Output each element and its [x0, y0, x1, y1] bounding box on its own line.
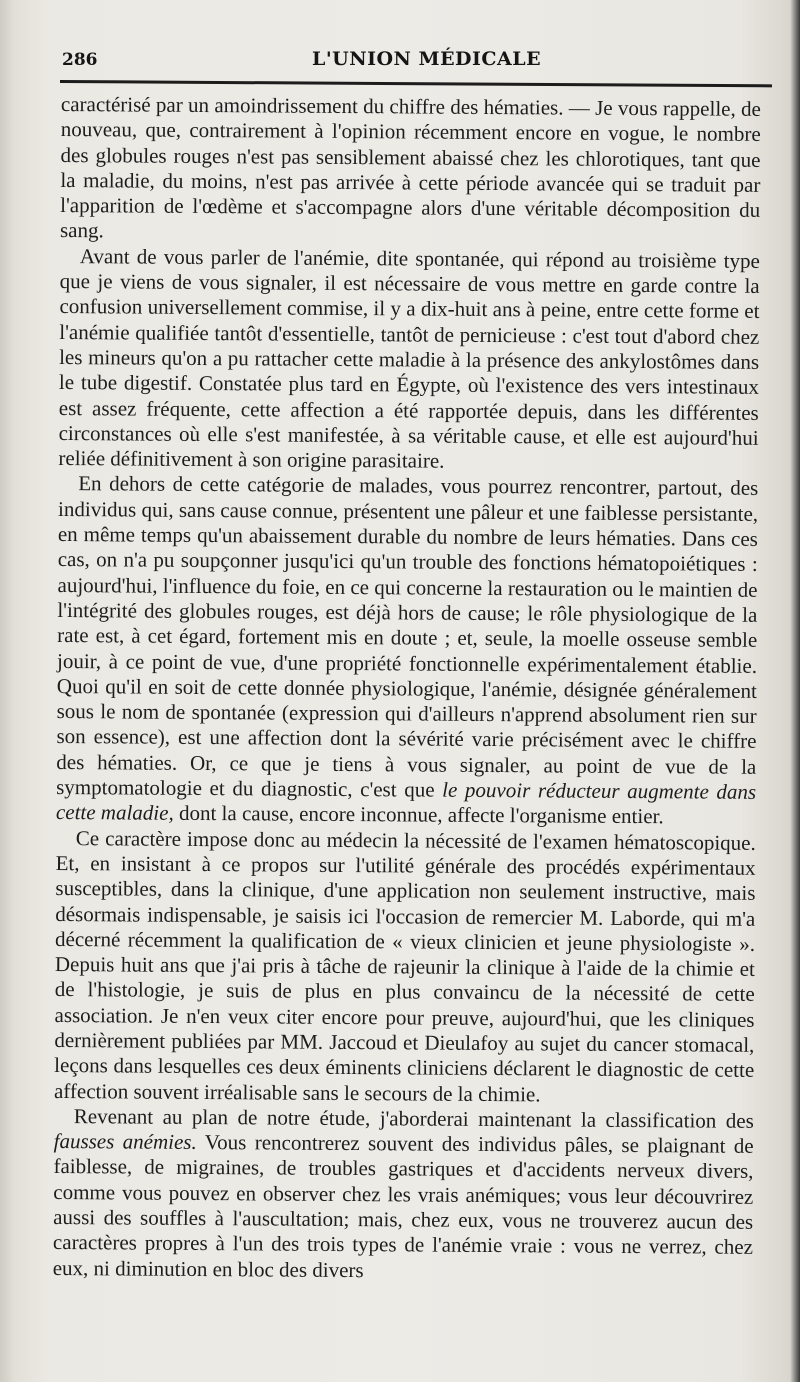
- page-left-shadow: [0, 0, 14, 1382]
- paragraph-hematoscopic-exam: [54, 826, 756, 1109]
- body-text: [53, 92, 761, 1286]
- page-binding-shadow: [790, 0, 800, 1382]
- header-rule: [60, 80, 772, 87]
- paragraph-text: Avant de vous parler de l'anémie, dite spontanée, qui répond au troisième type que je viens de vous signaler, il est nécessaire de vous mettre en garde contre la confusion universellement commise, il y a dix-huit ans à peine, entre cette forme et l'anémie qualifiée tantôt d'essentielle, tantôt de pernicieuse : c'est tout d'abord chez les mineurs qu'on a pu rattacher cette maladie à la présence des ankylostômes dans le tube digestif. Constatée plus tard en Égypte, où l'existence des vers intestinaux est assez fréquente, cette affection a été rapportée depuis, dans les différentes circonstances où elle s'est manifestée, à sa véritable cause, et elle est aujourd'hui reliée définitivement à son origine parasitaire.: [58, 243, 760, 473]
- paragraph-text: caractérisé par un amoindrissement du chiffre des hématies. — Je vous rappelle, de nouveau, que, contrairement à l'opinion récemment encore en vogue, le nombre des globules rouges n'est pas sensiblement abaissé chez les chlorotiques, tant que la maladie, du moins, n'est pas arrivée à cette période avancée qui se traduit par l'apparition de l'œdème et s'accompagne alors d'une véritable décomposition du sang.: [59, 92, 761, 243]
- paragraph-text: Revenant au plan de notre étude, j'aborderai maintenant la classification des: [73, 1103, 754, 1133]
- page-header: [62, 46, 770, 76]
- paragraph-text: Ce caractère impose donc au médecin la nécessité de l'examen hématoscopique. Et, en insistant à ce propos sur l'utilité générale des procédés expérimentaux susceptibles, dans la clinique, d'une application non seulement instructive, mais désormais indispensable, je saisis ici l'occasion de remercier M. Laborde, qui m'a décerné récemment la qualification de « vieux clinicien et jeune physiologiste ». Depuis huit ans que j'ai pris à tâche de rajeunir la clinique à l'aide de la chimie et de l'histologie, je suis de plus en plus convaincu de la nécessité de cette association. Je n'en veux citer encore pour preuve, aujourd'hui, que les cliniques dernièrement publiées par MM. Jaccoud et Dieulafoy au sujet du cancer stomacal, leçons dans lesquelles ces deux éminents cliniciens déclarent le diagnostic de cette affection souvent irréalisable sans le secours de la chimie.: [53, 825, 756, 1106]
- paragraph-text: Vous rencontrerez souvent des individus pâles, se plaignant de faiblesse, de migraines, de troubles gastriques et d'accidents nerveux divers, comme vous pouvez en observer chez les vrais anémiques; vous leur découvrirez aussi des souffles à l'auscultation; mais, chez eux, vous ne trouverez aucun des caractères propres à l'un des trois types de l'anémie vraie : vous ne verrez, chez eux, ni diminution en bloc des divers: [52, 1130, 754, 1282]
- paragraph-text: En dehors de cette catégorie de malades, vous pourrez rencontrer, partout, des individus qui, sans cause connue, présentent une pâleur et une faiblesse persistante, en même temps qu'un abaissement durable du nombre de leurs hématies. Dans ces cas, on n'a pu soupçonner jusqu'ici qu'un trouble des fonctions hématopoiétiques : aujourd'hui, l'influence du foie, en ce qui concerne la restauration ou le maintien de l'intégrité des globules rouges, est déjà hors de cause; le rôle physiologique de la rate est, à cet égard, fortement mis en doute ; et, seule, la moelle osseuse semble jouir, à ce point de vue, d'une propriété fonctionnelle expérimentalement établie. Quoi qu'il en soit de cette donnée physiologique, l'anémie, désignée généralement sous le nom de spontanée (expression qui d'ailleurs n'apprend absolument rien sur son essence), est une affection dont la sévérité varie précisément avec le chiffre des hématies. Or, ce que je tiens à vous signaler, au point de vue de la symptomatologie et du diagnostic, c'est que: [56, 471, 759, 802]
- page-number: 286: [62, 50, 98, 70]
- paragraph-other-patients: [56, 471, 758, 830]
- italic-emphasis: le pouvoir réducteur augmente dans cette maladie,: [55, 777, 757, 826]
- paragraph-continuation: [60, 92, 761, 249]
- paragraph-text: dont la cause, encore inconnue, affecte l'organisme entier.: [173, 801, 664, 829]
- paragraph-false-anemias: [53, 1104, 754, 1286]
- paragraph-spontaneous-anemia: [58, 244, 760, 477]
- italic-emphasis: fausses anémies.: [53, 1129, 197, 1155]
- running-title: L'UNION MÉDICALE: [312, 48, 542, 70]
